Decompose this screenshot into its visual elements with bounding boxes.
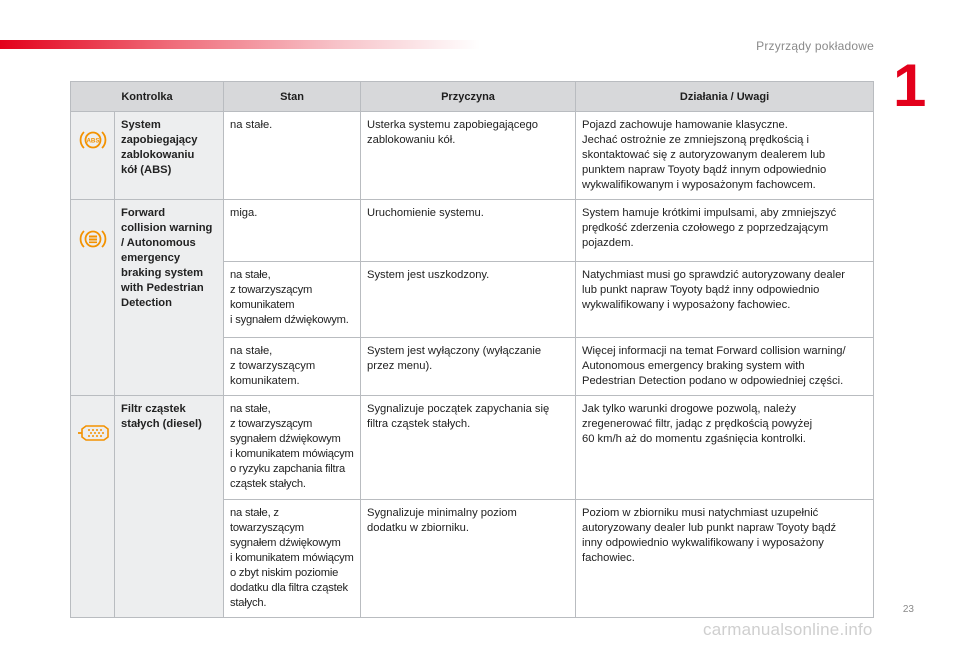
column-header-kontrolka: Kontrolka [71, 82, 224, 112]
chapter-number: 1 [893, 52, 927, 119]
particle-filter-icon [77, 422, 109, 444]
forward-collision-warning-icon [79, 226, 107, 252]
action-cell: Natychmiast musi go sprawdzić autoryzowany dealer lub punkt napraw Toyoty bądź inny odpowiednio wykwalifikowany i wyposażony fachowiec. [576, 262, 874, 338]
state-cell: na stałe. [224, 112, 361, 200]
abs-warning-icon [79, 128, 107, 152]
action-cell: Pojazd zachowuje hamowanie klasyczne. Jechać ostrożnie ze zmniejszoną prędkością i skontaktować się z autoryzowanym dealerem lub punktem napraw Toyoty bądź innym odpowiednio wykwalifikowanym i wyposażonym fachowcem. [576, 112, 874, 200]
cause-cell: Uruchomienie systemu. [361, 200, 576, 262]
state-cell: na stałe, z towarzyszącym komunikatem. [224, 338, 361, 396]
watermark: carmanualsonline.info [703, 620, 873, 639]
indicator-name: Forward collision warning / Autonomous emergency braking system with Pedestrian Detection [115, 200, 224, 396]
icon-cell [71, 112, 115, 200]
table-header-row [71, 82, 874, 112]
header-accent-bar [0, 40, 480, 49]
warning-lights-table [70, 81, 874, 618]
indicator-name: System zapobiegający zablokowaniu kół (ABS) [115, 112, 224, 200]
icon-cell [71, 200, 115, 396]
icon-cell [71, 396, 115, 618]
indicator-name: Filtr cząstek stałych (diesel) [115, 396, 224, 618]
cause-cell: Sygnalizuje minimalny poziom dodatku w zbiorniku. [361, 500, 576, 618]
state-cell: miga. [224, 200, 361, 262]
page-number: 23 [902, 604, 914, 615]
column-header-przyczyna: Przyczyna [361, 82, 576, 112]
column-header-dzialania: Działania / Uwagi [576, 82, 874, 112]
cause-cell: System jest uszkodzony. [361, 262, 576, 338]
table-row [71, 200, 874, 262]
state-cell: na stałe, z towarzyszącym sygnałem dźwiękowym i komunikatem mówiącym o ryzyku zapchania filtra cząstek stałych. [224, 396, 361, 500]
state-cell: na stałe, z towarzyszącym komunikatem i sygnałem dźwiękowym. [224, 262, 361, 338]
section-title: Przyrządy pokładowe [756, 39, 874, 53]
action-cell: Więcej informacji na temat Forward collision warning/ Autonomous emergency braking system with Pedestrian Detection podano w odpowiedniej części. [576, 338, 874, 396]
svg-text:ABS: ABS [85, 137, 100, 145]
action-cell: Jak tylko warunki drogowe pozwolą, należy zregenerować filtr, jadąc z prędkością powyżej 60 km/h aż do momentu zgaśnięcia kontrolki. [576, 396, 874, 500]
action-cell: System hamuje krótkimi impulsami, aby zmniejszyć prędkość zderzenia czołowego z poprzedzającym pojazdem. [576, 200, 874, 262]
table-row [71, 112, 874, 200]
cause-cell: System jest wyłączony (wyłączanie przez menu). [361, 338, 576, 396]
action-cell: Poziom w zbiorniku musi natychmiast uzupełnić autoryzowany dealer lub punkt napraw Toyoty bądź inny odpowiednio wykwalifikowany i wyposażony fachowiec. [576, 500, 874, 618]
cause-cell: Usterka systemu zapobiegającego zablokowaniu kół. [361, 112, 576, 200]
state-cell: na stałe, z towarzyszącym sygnałem dźwiękowym i komunikatem mówiącym o zbyt niskim poziomie dodatku dla filtra cząstek stałych. [224, 500, 361, 618]
cause-cell: Sygnalizuje początek zapychania się filtra cząstek stałych. [361, 396, 576, 500]
table-row [71, 396, 874, 500]
column-header-stan: Stan [224, 82, 361, 112]
